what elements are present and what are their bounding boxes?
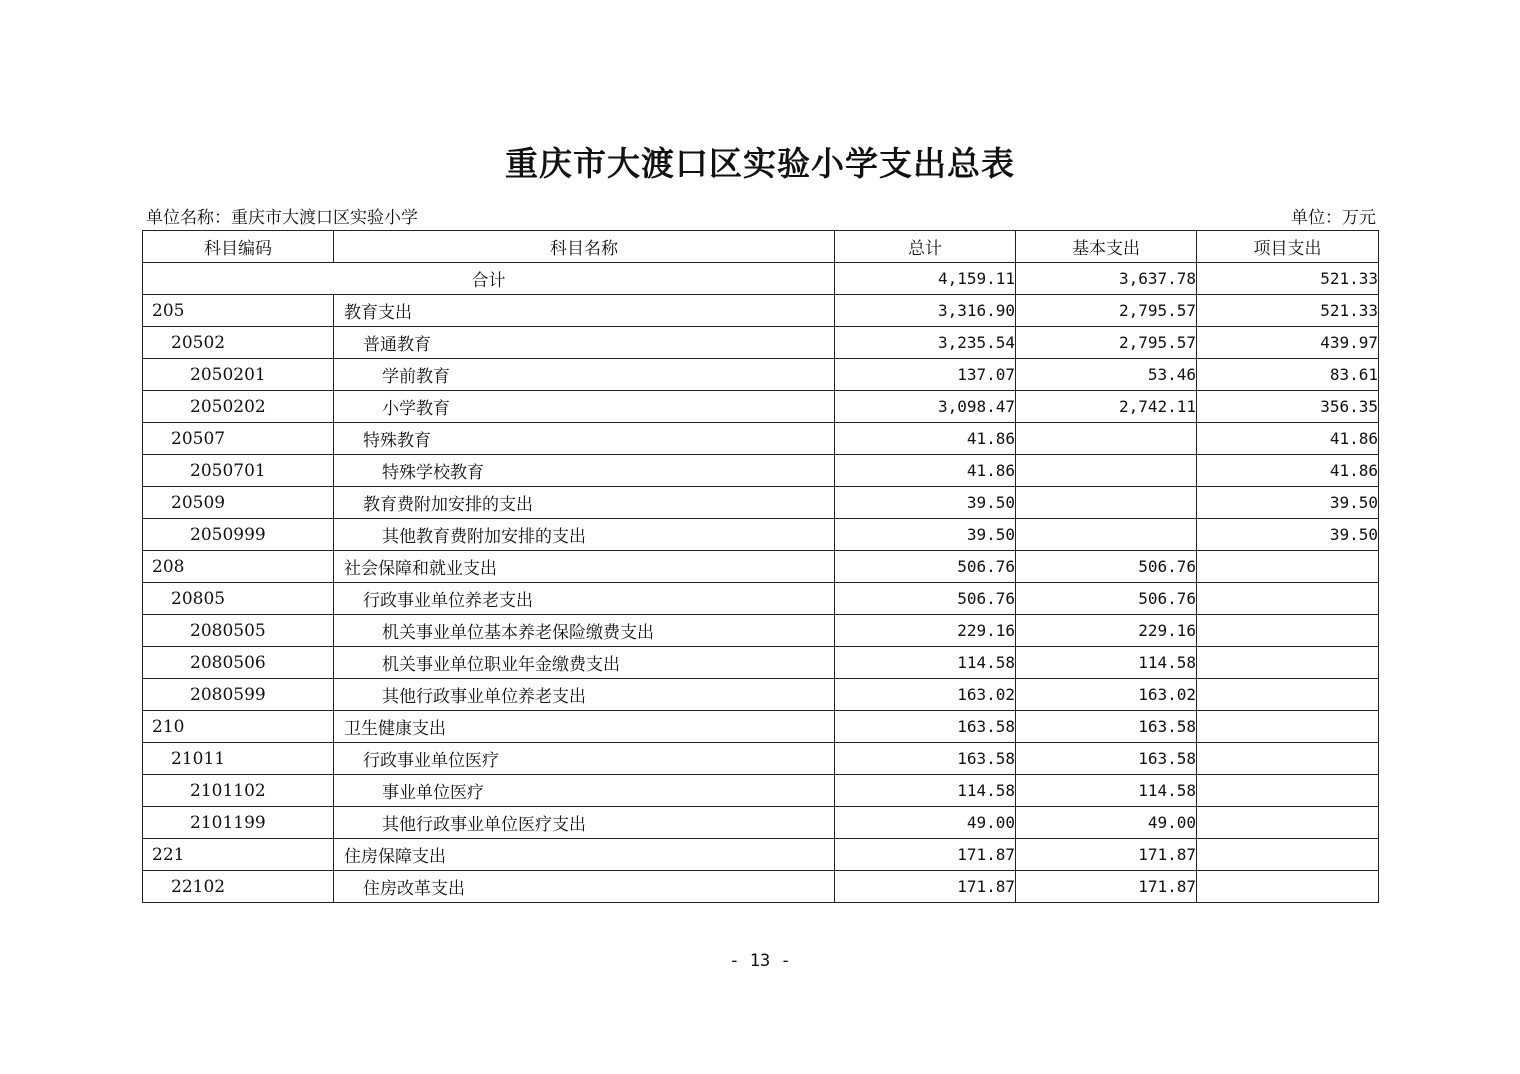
row-project	[1197, 551, 1379, 583]
row-project: 41.86	[1197, 455, 1379, 487]
row-code: 20509	[143, 487, 334, 519]
table-row	[143, 295, 1379, 327]
row-name: 住房改革支出	[334, 871, 835, 903]
row-total: 163.58	[835, 711, 1016, 743]
row-total: 506.76	[835, 551, 1016, 583]
row-total: 3,235.54	[835, 327, 1016, 359]
row-name: 学前教育	[334, 359, 835, 391]
row-code: 2050201	[143, 359, 334, 391]
row-code: 221	[143, 839, 334, 871]
row-project	[1197, 743, 1379, 775]
row-total: 171.87	[835, 839, 1016, 871]
row-total: 163.58	[835, 743, 1016, 775]
table-row	[143, 391, 1379, 423]
row-basic: 171.87	[1016, 839, 1197, 871]
row-name: 其他行政事业单位医疗支出	[334, 807, 835, 839]
row-code: 2101102	[143, 775, 334, 807]
row-code: 2050701	[143, 455, 334, 487]
page-title: 重庆市大渡口区实验小学支出总表	[505, 144, 1015, 183]
row-basic: 163.58	[1016, 711, 1197, 743]
table-row	[143, 455, 1379, 487]
row-basic: 171.87	[1016, 871, 1197, 903]
row-code: 2050202	[143, 391, 334, 423]
row-basic: 49.00	[1016, 807, 1197, 839]
header-code: 科目编码	[143, 231, 334, 263]
row-total: 114.58	[835, 647, 1016, 679]
row-total: 114.58	[835, 775, 1016, 807]
row-total: 229.16	[835, 615, 1016, 647]
row-basic: 229.16	[1016, 615, 1197, 647]
row-total: 3,098.47	[835, 391, 1016, 423]
row-basic	[1016, 423, 1197, 455]
row-name: 特殊教育	[334, 423, 835, 455]
row-code: 2050999	[143, 519, 334, 551]
row-name: 教育支出	[334, 295, 835, 327]
row-project	[1197, 615, 1379, 647]
row-code: 20507	[143, 423, 334, 455]
table-row	[143, 551, 1379, 583]
table-row	[143, 679, 1379, 711]
row-project: 41.86	[1197, 423, 1379, 455]
row-total: 39.50	[835, 519, 1016, 551]
row-code: 2080506	[143, 647, 334, 679]
table-row	[143, 359, 1379, 391]
row-total: 3,316.90	[835, 295, 1016, 327]
table-row	[143, 487, 1379, 519]
row-name: 特殊学校教育	[334, 455, 835, 487]
row-basic: 114.58	[1016, 647, 1197, 679]
row-name: 其他教育费附加安排的支出	[334, 519, 835, 551]
row-name: 教育费附加安排的支出	[334, 487, 835, 519]
header-total: 总计	[835, 231, 1016, 263]
row-name: 事业单位医疗	[334, 775, 835, 807]
row-total: 137.07	[835, 359, 1016, 391]
table-row	[143, 807, 1379, 839]
row-project: 39.50	[1197, 487, 1379, 519]
row-name: 小学教育	[334, 391, 835, 423]
row-name: 卫生健康支出	[334, 711, 835, 743]
header-project: 项目支出	[1197, 231, 1379, 263]
row-basic	[1016, 519, 1197, 551]
row-basic: 163.02	[1016, 679, 1197, 711]
row-project: 83.61	[1197, 359, 1379, 391]
total-row	[143, 263, 1379, 295]
table-row	[143, 647, 1379, 679]
row-code: 22102	[143, 871, 334, 903]
row-name: 普通教育	[334, 327, 835, 359]
unit-name-label: 单位名称：重庆市大渡口区实验小学	[146, 208, 418, 228]
row-project: 521.33	[1197, 295, 1379, 327]
row-project	[1197, 711, 1379, 743]
row-total: 163.02	[835, 679, 1016, 711]
row-name: 其他行政事业单位养老支出	[334, 679, 835, 711]
row-basic: 506.76	[1016, 551, 1197, 583]
row-code: 20502	[143, 327, 334, 359]
row-name: 机关事业单位职业年金缴费支出	[334, 647, 835, 679]
row-total: 41.86	[835, 423, 1016, 455]
row-total: 41.86	[835, 455, 1016, 487]
row-total: 39.50	[835, 487, 1016, 519]
row-code: 2101199	[143, 807, 334, 839]
table-row	[143, 615, 1379, 647]
table-row	[143, 775, 1379, 807]
row-project	[1197, 807, 1379, 839]
row-name: 住房保障支出	[334, 839, 835, 871]
row-code: 210	[143, 711, 334, 743]
table-row	[143, 871, 1379, 903]
table-row	[143, 423, 1379, 455]
total-row-label: 合计	[143, 263, 835, 295]
row-basic: 506.76	[1016, 583, 1197, 615]
table-header-row	[143, 231, 1379, 263]
row-code: 21011	[143, 743, 334, 775]
row-name: 机关事业单位基本养老保险缴费支出	[334, 615, 835, 647]
row-code: 2080599	[143, 679, 334, 711]
table-row	[143, 743, 1379, 775]
row-project: 439.97	[1197, 327, 1379, 359]
row-basic: 53.46	[1016, 359, 1197, 391]
total-row-total: 4,159.11	[835, 263, 1016, 295]
row-total: 171.87	[835, 871, 1016, 903]
row-basic: 163.58	[1016, 743, 1197, 775]
row-code: 205	[143, 295, 334, 327]
row-basic: 114.58	[1016, 775, 1197, 807]
row-code: 20805	[143, 583, 334, 615]
row-project	[1197, 839, 1379, 871]
row-total: 49.00	[835, 807, 1016, 839]
row-basic: 2,795.57	[1016, 295, 1197, 327]
row-project: 39.50	[1197, 519, 1379, 551]
row-name: 行政事业单位养老支出	[334, 583, 835, 615]
header-name: 科目名称	[334, 231, 835, 263]
row-code: 208	[143, 551, 334, 583]
header-basic: 基本支出	[1016, 231, 1197, 263]
table-row	[143, 711, 1379, 743]
table-row	[143, 839, 1379, 871]
row-project: 356.35	[1197, 391, 1379, 423]
row-project	[1197, 775, 1379, 807]
row-project	[1197, 871, 1379, 903]
row-total: 506.76	[835, 583, 1016, 615]
expenditure-table	[142, 230, 1379, 903]
row-project	[1197, 583, 1379, 615]
page-number: - 13 -	[729, 951, 791, 971]
table-row	[143, 583, 1379, 615]
row-basic: 2,795.57	[1016, 327, 1197, 359]
row-basic	[1016, 487, 1197, 519]
row-basic: 2,742.11	[1016, 391, 1197, 423]
row-basic	[1016, 455, 1197, 487]
row-name: 行政事业单位医疗	[334, 743, 835, 775]
currency-unit-label: 单位：万元	[1291, 208, 1376, 228]
row-project	[1197, 679, 1379, 711]
row-name: 社会保障和就业支出	[334, 551, 835, 583]
table-row	[143, 327, 1379, 359]
row-code: 2080505	[143, 615, 334, 647]
total-row-project: 521.33	[1197, 263, 1379, 295]
row-project	[1197, 647, 1379, 679]
total-row-basic: 3,637.78	[1016, 263, 1197, 295]
table-row	[143, 519, 1379, 551]
